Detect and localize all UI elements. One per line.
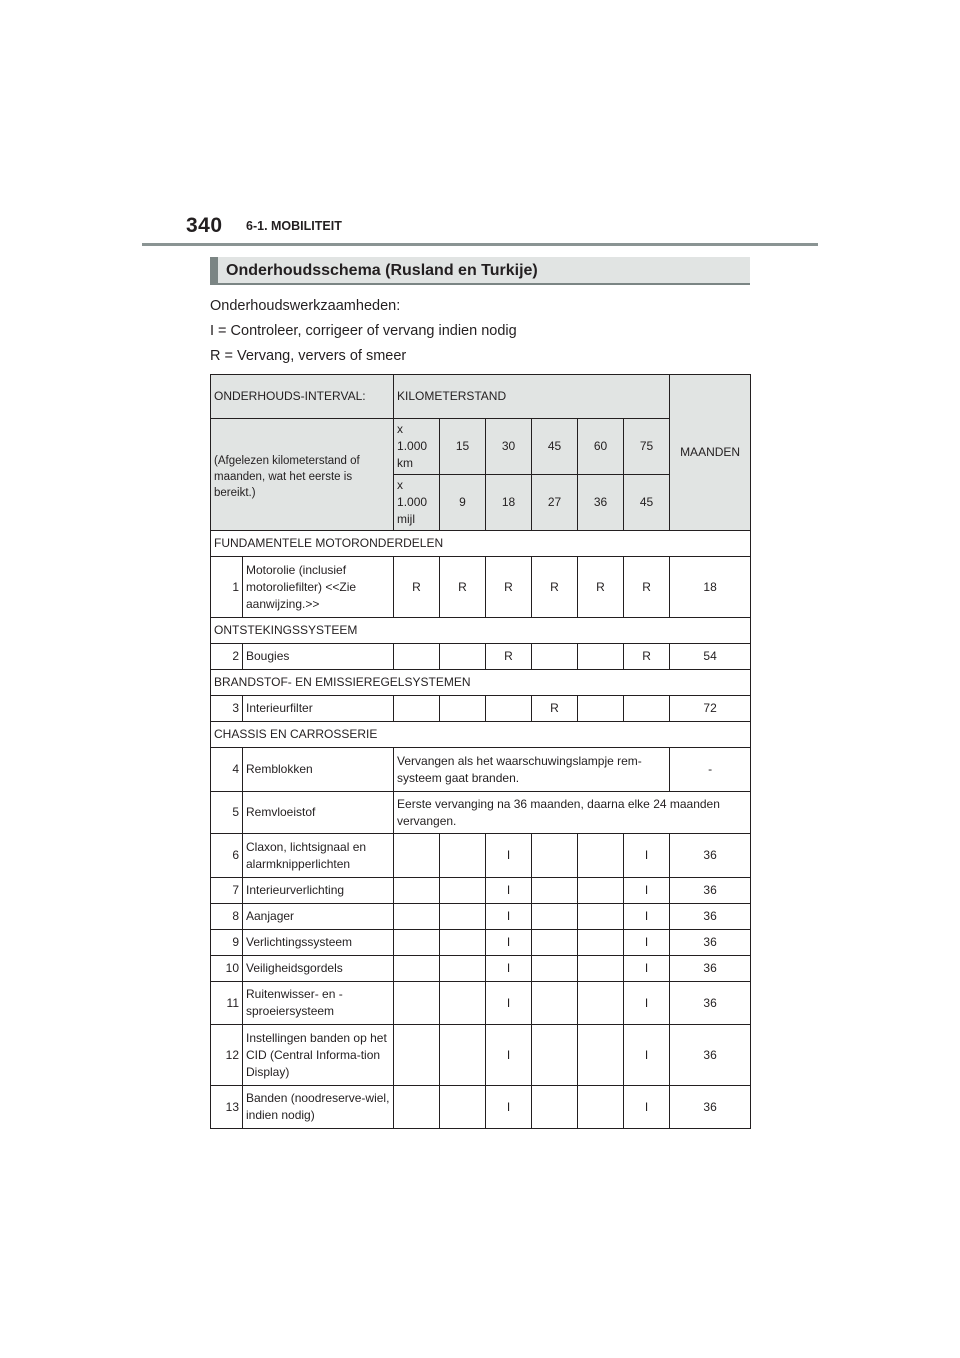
table-row: [211, 1086, 751, 1129]
interval-note: (Afgelezen kilometerstand of maanden, wat het eerste is bereikt.): [211, 419, 394, 531]
row-months: 72: [670, 696, 751, 722]
row-item: Interieurverlichting: [243, 878, 394, 904]
table-row: [211, 904, 751, 930]
section-row: [211, 618, 751, 644]
row-mark: R: [578, 557, 624, 618]
row-mark: R: [624, 644, 670, 670]
legend-replace: R = Vervang, ververs of smeer: [210, 348, 407, 364]
row-number: 7: [211, 878, 243, 904]
row-mark: I: [486, 904, 532, 930]
row-item: Motorolie (inclusief motoroliefilter) <<Zie aanwijzing.>>: [243, 557, 394, 618]
section-fuel: BRANDSTOF- EN EMISSIEREGELSYSTEMEN: [211, 670, 751, 696]
row-mark: [394, 982, 440, 1025]
row-item: Instellingen banden op het CID (Central Informa-tion Display): [243, 1025, 394, 1086]
row-mark: [532, 1086, 578, 1129]
km-value: 60: [578, 419, 624, 475]
row-mark: [578, 1086, 624, 1129]
row-mark: I: [486, 1086, 532, 1129]
row-mark: I: [624, 834, 670, 878]
row-number: 12: [211, 1025, 243, 1086]
row-mark: [394, 1086, 440, 1129]
mile-value: 36: [578, 475, 624, 531]
row-mark: [486, 696, 532, 722]
table-row: [211, 878, 751, 904]
row-mark: [440, 904, 486, 930]
row-mark: I: [624, 1025, 670, 1086]
km-value: 15: [440, 419, 486, 475]
row-mark: R: [624, 557, 670, 618]
section-chassis: CHASSIS EN CARROSSERIE: [211, 722, 751, 748]
mile-value: 45: [624, 475, 670, 531]
row-mark: I: [486, 982, 532, 1025]
legend-inspect: I = Controleer, corrigeer of vervang indien nodig: [210, 323, 517, 339]
row-note: Vervangen als het waarschuwingslampje rem-systeem gaat branden.: [394, 748, 670, 792]
table-row: [211, 982, 751, 1025]
km-value: 45: [532, 419, 578, 475]
page-number: 340: [186, 214, 223, 237]
interval-label: ONDERHOUDS-INTERVAL:: [211, 375, 394, 419]
row-mark: [394, 956, 440, 982]
row-mark: [578, 1025, 624, 1086]
row-mark: [440, 956, 486, 982]
row-months: -: [670, 748, 751, 792]
row-item: Aanjager: [243, 904, 394, 930]
section-row: [211, 531, 751, 557]
km-value: 75: [624, 419, 670, 475]
row-mark: I: [486, 878, 532, 904]
table-row: [211, 792, 751, 834]
table-row: [211, 696, 751, 722]
row-mark: [532, 834, 578, 878]
row-months: 36: [670, 834, 751, 878]
km-unit: x 1.000 km: [394, 419, 440, 475]
page-title: Onderhoudsschema (Rusland en Turkije): [210, 257, 750, 285]
row-mark: [440, 878, 486, 904]
table-row: [211, 956, 751, 982]
row-item: Remvloeistof: [243, 792, 394, 834]
row-months: 54: [670, 644, 751, 670]
row-months: 36: [670, 1086, 751, 1129]
table-row: [211, 557, 751, 618]
row-months: 18: [670, 557, 751, 618]
row-item: Veiligheidsgordels: [243, 956, 394, 982]
mile-unit: x 1.000 mijl: [394, 475, 440, 531]
row-mark: R: [486, 644, 532, 670]
row-mark: I: [624, 904, 670, 930]
row-number: 1: [211, 557, 243, 618]
row-mark: [624, 696, 670, 722]
months-label: MAANDEN: [670, 375, 751, 531]
mile-value: 27: [532, 475, 578, 531]
intro-heading: Onderhoudswerkzaamheden:: [210, 298, 401, 314]
row-mark: [394, 644, 440, 670]
maintenance-table: [210, 374, 751, 1129]
section-engine: FUNDAMENTELE MOTORONDERDELEN: [211, 531, 751, 557]
table-row: [211, 930, 751, 956]
row-item: Verlichtingssysteem: [243, 930, 394, 956]
row-mark: [440, 982, 486, 1025]
row-mark: [440, 1086, 486, 1129]
row-mark: I: [624, 1086, 670, 1129]
row-number: 2: [211, 644, 243, 670]
row-mark: I: [624, 956, 670, 982]
mile-value: 18: [486, 475, 532, 531]
row-mark: [394, 878, 440, 904]
row-mark: [394, 1025, 440, 1086]
row-mark: [440, 696, 486, 722]
table-row: [211, 644, 751, 670]
row-item: Remblokken: [243, 748, 394, 792]
header-row-interval: [211, 375, 751, 419]
row-mark: R: [532, 696, 578, 722]
row-months: 36: [670, 982, 751, 1025]
row-mark: [532, 930, 578, 956]
row-mark: [440, 644, 486, 670]
row-months: 36: [670, 878, 751, 904]
row-item: Ruitenwisser- en -sproeiersysteem: [243, 982, 394, 1025]
row-item: Interieurfilter: [243, 696, 394, 722]
row-mark: [578, 930, 624, 956]
row-mark: [532, 956, 578, 982]
row-item: Claxon, lichtsignaal en alarmknipperlichten: [243, 834, 394, 878]
row-mark: R: [394, 557, 440, 618]
row-mark: [532, 1025, 578, 1086]
row-mark: [532, 644, 578, 670]
row-number: 5: [211, 792, 243, 834]
row-months: 36: [670, 956, 751, 982]
row-mark: [532, 982, 578, 1025]
row-mark: R: [532, 557, 578, 618]
km-value: 30: [486, 419, 532, 475]
row-mark: [394, 904, 440, 930]
row-mark: I: [486, 956, 532, 982]
row-number: 9: [211, 930, 243, 956]
table-row: [211, 834, 751, 878]
row-months: 36: [670, 904, 751, 930]
row-mark: I: [624, 930, 670, 956]
row-mark: [440, 1025, 486, 1086]
section-row: [211, 722, 751, 748]
section-row: [211, 670, 751, 696]
row-mark: I: [624, 878, 670, 904]
row-months: 36: [670, 930, 751, 956]
header-row-km: [211, 419, 751, 475]
row-number: 4: [211, 748, 243, 792]
row-item: Bougies: [243, 644, 394, 670]
row-mark: [578, 878, 624, 904]
row-number: 10: [211, 956, 243, 982]
row-number: 13: [211, 1086, 243, 1129]
row-item: Banden (noodreserve-wiel, indien nodig): [243, 1086, 394, 1129]
row-mark: [394, 834, 440, 878]
row-note: Eerste vervanging na 36 maanden, daarna elke 24 maanden vervangen.: [394, 792, 751, 834]
mile-value: 9: [440, 475, 486, 531]
table-row: [211, 1025, 751, 1086]
row-mark: R: [486, 557, 532, 618]
row-mark: [532, 878, 578, 904]
row-mark: I: [486, 1025, 532, 1086]
table-row: [211, 748, 751, 792]
section-ignition: ONTSTEKINGSSYSTEEM: [211, 618, 751, 644]
row-number: 6: [211, 834, 243, 878]
row-mark: [578, 644, 624, 670]
row-mark: [440, 930, 486, 956]
row-mark: [578, 982, 624, 1025]
header-rule: [142, 243, 818, 246]
odometer-label: KILOMETERSTAND: [394, 375, 670, 419]
row-mark: [440, 834, 486, 878]
row-number: 8: [211, 904, 243, 930]
row-mark: [394, 930, 440, 956]
row-mark: I: [486, 930, 532, 956]
row-months: 36: [670, 1025, 751, 1086]
row-number: 11: [211, 982, 243, 1025]
row-mark: [578, 696, 624, 722]
row-mark: [578, 904, 624, 930]
section-label: 6-1. MOBILITEIT: [246, 219, 342, 233]
row-mark: [394, 696, 440, 722]
row-mark: R: [440, 557, 486, 618]
row-mark: I: [624, 982, 670, 1025]
row-mark: [578, 834, 624, 878]
row-mark: [578, 956, 624, 982]
row-number: 3: [211, 696, 243, 722]
row-mark: I: [486, 834, 532, 878]
row-mark: [532, 904, 578, 930]
